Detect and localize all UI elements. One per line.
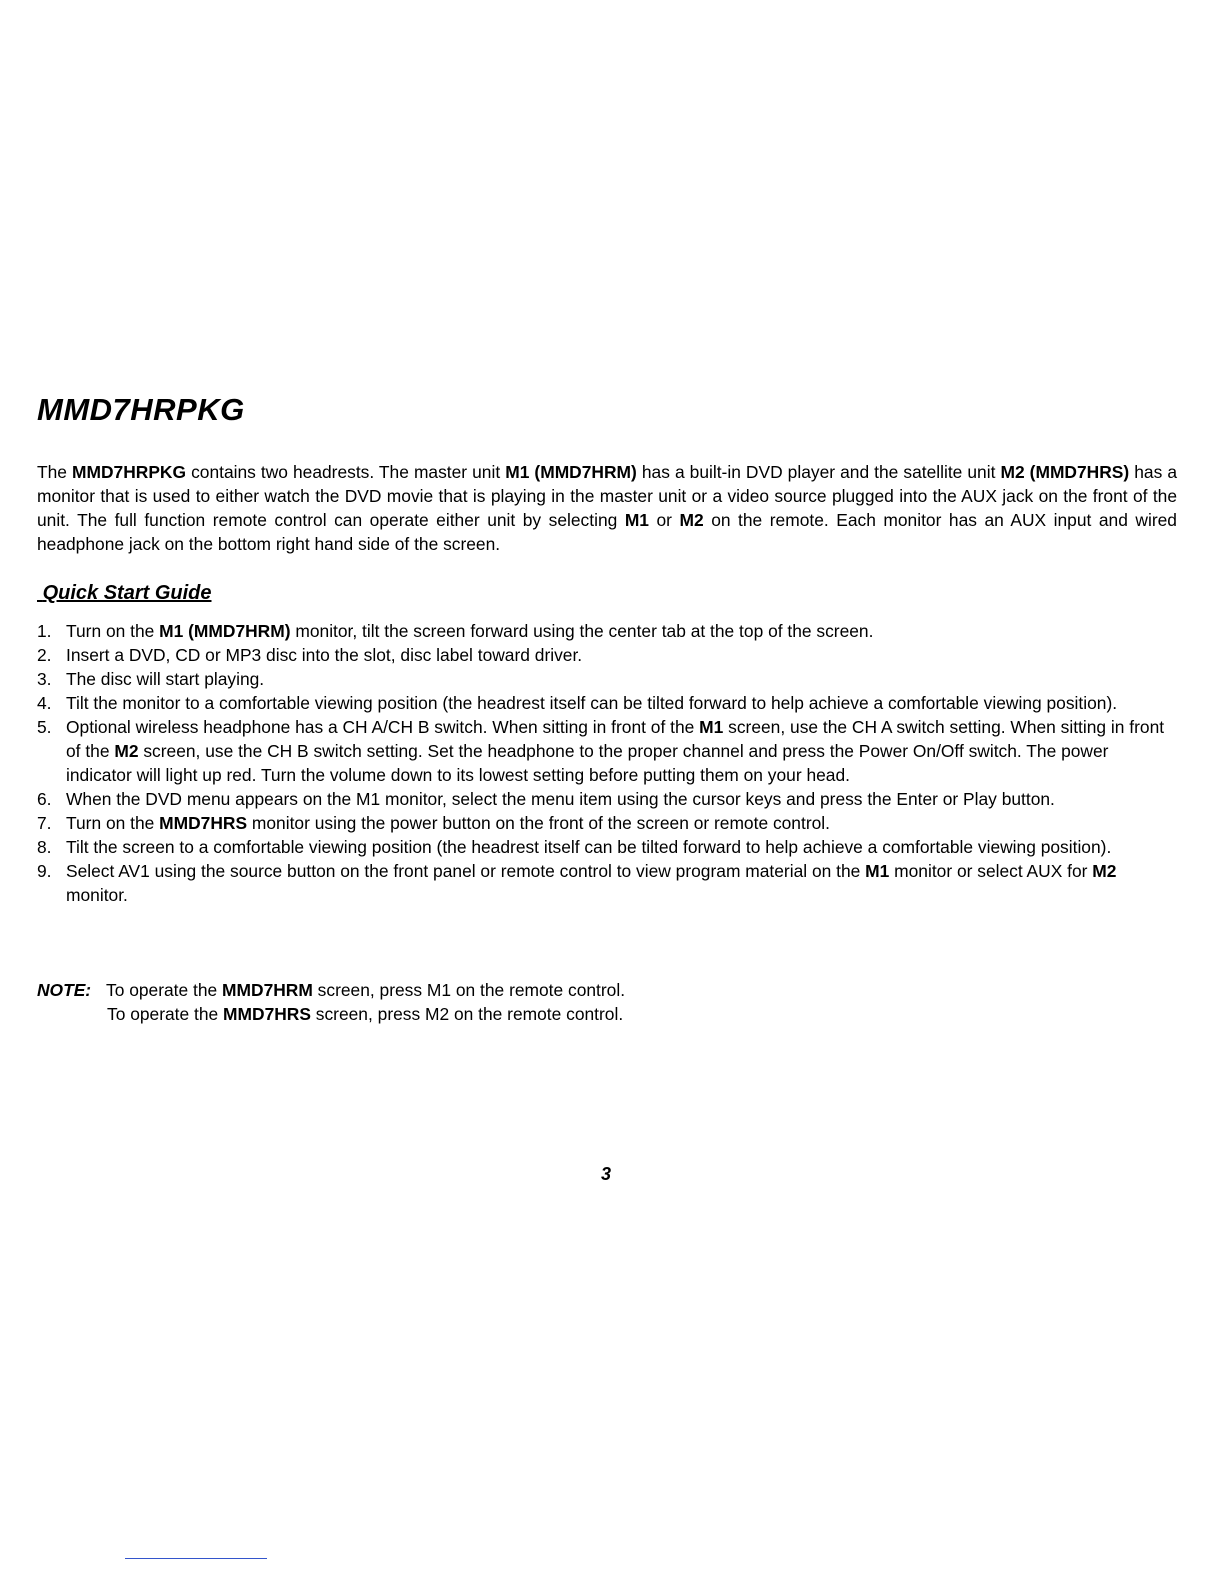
step-text: Select AV1 using the source button on the front panel or remote control to view program material on the M1 monitor or select AUX for M2 monitor. [66, 861, 1117, 905]
step-number: 9. [37, 861, 52, 881]
step-number: 8. [37, 837, 52, 857]
note-label: NOTE: [37, 980, 92, 1000]
step-item [37, 667, 1177, 691]
step-text: When the DVD menu appears on the M1 monitor, select the menu item using the cursor keys and press the Enter or Play button. [66, 789, 1055, 809]
step-text: Turn on the MMD7HRS monitor using the power button on the front of the screen or remote control. [66, 813, 830, 833]
bold-term: M1 [699, 717, 724, 737]
note-line-1-text: To operate the MMD7HRM screen, press M1 on the remote control. [106, 980, 626, 1000]
note-line-2: To operate the MMD7HRS screen, press M2 on the remote control. [107, 1004, 624, 1024]
step-text: Tilt the screen to a comfortable viewing position (the headrest itself can be tilted forward to help achieve a comfortable viewing position). [66, 837, 1112, 857]
bold-term: M2 [114, 741, 139, 761]
bold-term: M2 [679, 510, 704, 530]
step-item [37, 787, 1177, 811]
bold-term: M1 [865, 861, 890, 881]
step-number: 6. [37, 789, 52, 809]
bold-term: MMD7HRS [223, 1004, 311, 1024]
step-text: Tilt the monitor to a comfortable viewing position (the headrest itself can be tilted forward to help achieve a comfortable viewing position). [66, 693, 1118, 713]
step-item [37, 811, 1177, 835]
step-text: Turn on the M1 (MMD7HRM) monitor, tilt the screen forward using the center tab at the top of the screen. [66, 621, 874, 641]
step-text: The disc will start playing. [66, 669, 265, 689]
step-number: 3. [37, 669, 52, 689]
footnote-rule [125, 1558, 267, 1559]
step-item [37, 619, 1177, 643]
intro-paragraph: The MMD7HRPKG contains two headrests. The master unit M1 (MMD7HRM) has a built-in DVD player and the satellite unit M2 (MMD7HRS) has a monitor that is used to either watch the DVD movie that is playing in the master unit or a video source plugged into the AUX jack on the front of the unit. The full function remote control can operate either unit by selecting M1 or M2 on the remote. Each monitor has an AUX input and wired headphone jack on the bottom right hand side of the screen. [37, 462, 1177, 554]
note-block [37, 978, 1037, 1026]
step-item [37, 859, 1177, 907]
bold-term: M2 [1092, 861, 1117, 881]
page-title: MMD7HRPKG [37, 392, 245, 427]
step-item [37, 691, 1177, 715]
note-line-1 [37, 978, 1037, 1002]
bold-term: MMD7HRS [159, 813, 248, 833]
page-number: 3 [600, 1164, 611, 1184]
bold-term: MMD7HRPKG [72, 462, 187, 482]
bold-term: M1 [624, 510, 649, 530]
step-number: 7. [37, 813, 52, 833]
quick-start-steps [37, 619, 1177, 907]
step-text: Optional wireless headphone has a CH A/CH B switch. When sitting in front of the M1 screen, use the CH A switch setting. When sitting in front of the M2 screen, use the CH B switch setting. Set the headphone to the proper channel and press the Power On/Off switch. The power indicator will light up red. Turn the volume down to its lowest setting before putting them on your head. [66, 717, 1165, 785]
bold-term: M1 (MMD7HRM) [159, 621, 291, 641]
step-number: 1. [37, 621, 52, 641]
step-number: 4. [37, 693, 52, 713]
step-text: Insert a DVD, CD or MP3 disc into the slot, disc label toward driver. [66, 645, 583, 665]
quick-start-heading [37, 582, 212, 605]
bold-term: MMD7HRM [222, 980, 313, 1000]
step-item [37, 835, 1177, 859]
bold-term: M1 (MMD7HRM) [505, 462, 637, 482]
step-number: 5. [37, 717, 52, 737]
step-item [37, 643, 1177, 667]
step-number: 2. [37, 645, 52, 665]
bold-term: M2 (MMD7HRS) [1000, 462, 1130, 482]
quick-start-heading-text: Quick Start Guide [42, 582, 212, 604]
step-item [37, 715, 1177, 787]
